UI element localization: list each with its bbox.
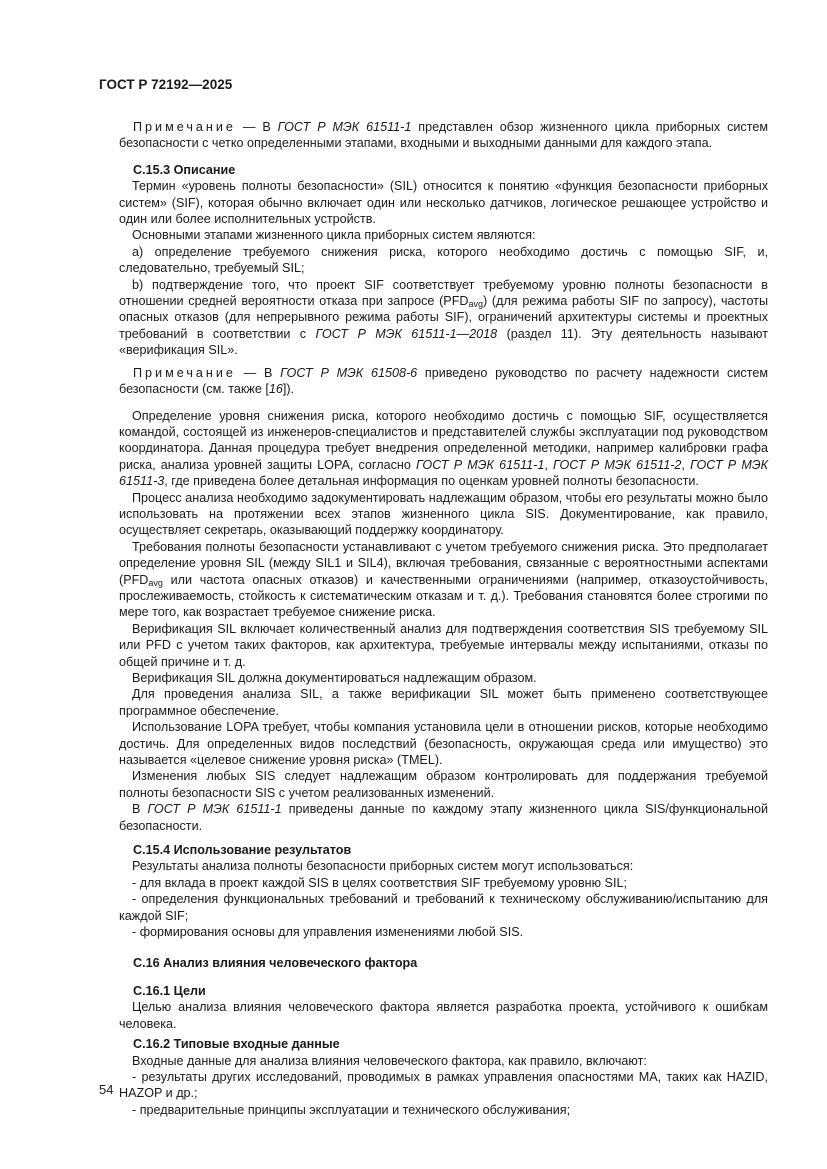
list-item-a: а) определение требуемого снижения риска, которого необходимо достичь с помощью SIF, и, следовательно, требуемый SIL; (119, 244, 768, 276)
standard-reference: ГОСТ Р МЭК 61508-6 (280, 365, 418, 380)
note-label: Примечание (133, 120, 236, 134)
section-heading-c-15-3: С.15.3 Описание (133, 162, 236, 177)
paragraph: Входные данные для анализа влияния человеческого фактора, как правило, включают: (132, 1053, 647, 1068)
standard-reference: ГОСТ Р МЭК 61511-1 (416, 457, 545, 472)
standard-reference: ГОСТ Р МЭК 61511-3 (119, 457, 769, 489)
paragraph: Термин «уровень полноты безопасности» (SIL) относится к понятию «функция безопасности приборных систем» (SIF), которая обычно включает один или несколько датчиков, логическое решающее устройство и один или более исполнительных устройств. (119, 179, 768, 227)
standard-reference: ГОСТ Р МЭК 61511-2 (553, 457, 682, 472)
document-header: ГОСТ Р 72192—2025 (99, 77, 233, 92)
list-item: - определения функциональных требований и требований к техническому обслуживанию/испытанию для каждой SIF; (119, 892, 768, 923)
paragraph: Требования полноты безопасности устанавливают с учетом требуемого снижения риска. Это предполагает определение уровня SIL (между SIL1 и SIL4), включая требования, связанные с вероятностными аспектами ($PFD_{avg}$ или частота опасных отказов) и качественными ограничениями (например, отказоустойчивость, прослеживаемость, стойкость к систематическим отказам и т. д.). Требования становятся более строгими по мере того, как возрастает требуемое снижение риска. (119, 539, 768, 620)
note-1: Примечание — В ГОСТ Р МЭК 61511-1 представлен обзор жизненного цикла приборных систем безопасности с четко определенными этапами, входными и выходными данными для каждого этапа. (119, 120, 768, 151)
paragraph: Верификация SIL должна документироваться надлежащим образом. (132, 671, 537, 685)
paragraph: Определение уровня снижения риска, которого необходимо достичь с помощью SIF, осуществляется командой, состоящей из инженеров-специалистов и представителей службы эксплуатации под руководством координатора. Данная процедура требует внедрения определенной методики, например калибровки графа риска, анализа уровней защиты LOPA, согласно ГОСТ Р МЭК 61511-1, ГОСТ Р МЭК 61511-2, ГОСТ Р МЭК 61511-3, где приведена более детальная информация по оценкам уровней полноты безопасности. (119, 408, 769, 489)
section-heading-c-15-4: С.15.4 Использование результатов (133, 843, 352, 858)
list-item: - результаты других исследований, проводимых в рамках управления опасностями МА, таких как HAZID, HAZOP и др.; (119, 1069, 768, 1101)
list-item: - формирования основы для управления изменениями любой SIS. (132, 925, 524, 940)
section-heading-c-16-2: С.16.2 Типовые входные данные (133, 1037, 340, 1052)
list-item: - для вклада в проект каждой SIS в целях соответствия SIF требуемому уровню SIL; (132, 875, 627, 890)
page-body (119, 113, 768, 1118)
list-item: - предварительные принципы эксплуатации и технического обслуживания; (132, 1102, 571, 1117)
paragraph: Целью анализа влияния человеческого фактора является разработка проекта, устойчивого к ошибкам человека. (119, 1000, 768, 1031)
paragraph: Для проведения анализа SIL, а также верификации SIL может быть применено соответствующее программное обеспечение. (119, 687, 768, 718)
citation: 16 (268, 382, 283, 397)
section-heading-c-16-1: С.16.1 Цели (133, 983, 206, 998)
list-item-b: b) подтверждение того, что проект SIF соответствует требуемому уровню полноты безопасности в отношении средней вероятности отказа при запросе $(PFD_{avg})$ (для режима работы SIF по запросу), частоты опасных отказов (для непрерывного режима работы SIF), ограничений архитектуры системы и проектных требований в соответствии с ГОСТ Р МЭК 61511-1—2018 (раздел 11). Эту деятельность называют «верификация SIL». (119, 277, 768, 358)
standard-reference: ГОСТ Р МЭК 61511-1—2018 (315, 326, 498, 341)
paragraph: Процесс анализа необходимо задокументировать надлежащим образом, чтобы его результаты можно было использовать на протяжении всех этапов жизненного цикла SIS. Документирование, как правило, осуществляет секретарь, оказывающий поддержку координатору. (119, 490, 768, 538)
paragraph: Основными этапами жизненного цикла приборных систем являются: (132, 228, 536, 243)
section-heading-c-16: С.16 Анализ влияния человеческого фактора (133, 955, 418, 970)
standard-reference: ГОСТ Р МЭК 61511-1 (147, 802, 282, 817)
paragraph: В ГОСТ Р МЭК 61511-1 приведены данные по каждому этапу жизненного цикла SIS/функциональной безопасности. (119, 802, 768, 833)
note-label: Примечание (133, 365, 236, 380)
paragraph: Верификация SIL включает количественный анализ для подтверждения соответствия SIS требуемому SIL или PFD с учетом таких факторов, как архитектура, требуемые интервалы между испытаниями, отказы по общей причине и т. д. (119, 621, 768, 669)
standard-reference: ГОСТ Р МЭК 61511-1 (277, 120, 412, 134)
paragraph: Результаты анализа полноты безопасности приборных систем могут использоваться: (132, 859, 634, 874)
page-number: 54 (99, 1082, 114, 1097)
paragraph: Использование LOPA требует, чтобы компания установила цели в отношении рисков, которые необходимо достичь. Для определенных видов последствий (безопасность, окружающая среда или имущество) это называется «целевое снижение уровня риска» (TMEL). (119, 720, 768, 768)
note-2: Примечание — В ГОСТ Р МЭК 61508-6 приведено руководство по расчету надежности систем безопасности (см. также [16]). (119, 365, 768, 397)
paragraph: Изменения любых SIS следует надлежащим образом контролировать для поддержания требуемой полноты безопасности SIS с учетом реализованных изменений. (119, 769, 768, 800)
